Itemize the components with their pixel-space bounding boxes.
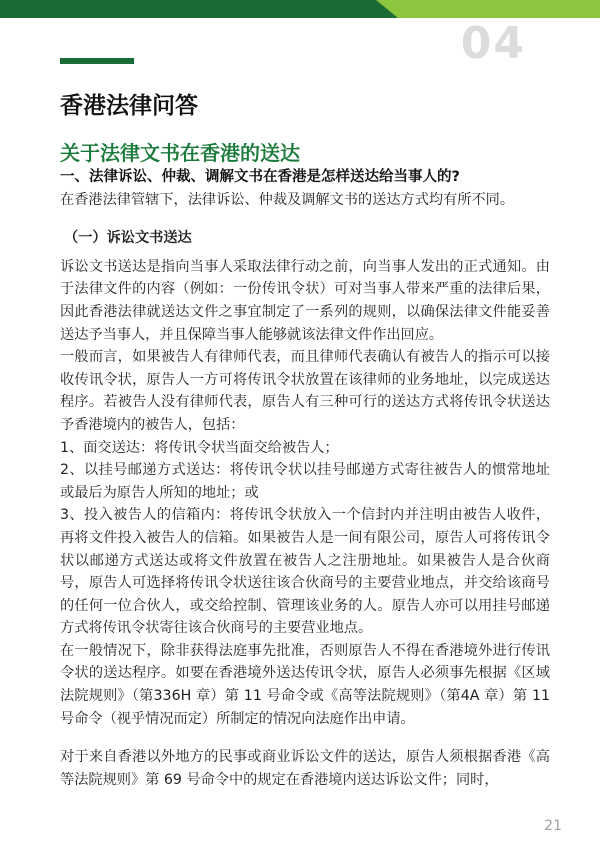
header-bar-light [398,0,600,18]
list-item-1: 1、面交送达：将传讯令状当面交给被告人； [60,439,339,456]
header-bar-dark [0,0,398,18]
page-title: 香港法律问答 [60,93,198,120]
paragraph-definition: 诉讼文书送达是指向当事人采取法律行动之前，向当事人发出的正式通知。由于法律文件的内容（例如：一份传讯令状）可对当事人带来严重的法律后果，因此香港法律就送达文件之事宜制定了一系列的规则，以确保法律文件能妥善送达予当事人，并且保障当事人能够就该法律文件作出回应。 [60,258,550,343]
paragraph-general: 一般而言，如果被告人有律师代表，而且律师代表确认有被告人的指示可以接收传讯令状，原告人一方可将传讯令状放置在该律师的业务地址，以完成送达程序。若被告人没有律师代表，原告人有三种可行的送达方式将传讯令状送达予香港境内的被告人，包括： [60,349,550,433]
list-item-2: 2、以挂号邮递方式送达：将传讯令状以挂号邮递方式寄往被告人的惯常地址或最后为原告人所知的地址；或 [60,462,550,501]
question-heading: 一、法律诉讼、仲裁、调解文书在香港是怎样送达给当事人的? [60,169,460,185]
title-accent-rule [60,58,134,64]
chapter-number: 04 [460,18,526,69]
intro-paragraph: 在香港法律管辖下，法律诉讼、仲裁及调解文书的送达方式均有所不同。 [60,191,515,208]
paragraph-overseas: 在一般情况下，除非获得法庭事先批准，否则原告人不得在香港境外进行传讯令状的送达程序。如要在香港境外送达传讯令状，原告人必须事先根据《区域法院规则》（第336H 章）第 11 号命令或《高等法院规则》（第4A 章）第 11 号命令（视乎情况而定）所制定的情况向法庭作出申请。 [60,642,550,727]
paragraph-foreign-documents: 对于来自香港以外地方的民事或商业诉讼文件的送达，原告人须根据香港《高等法院规则》第 69 号命令中的规定在香港境内送达诉讼文件；同时， [60,749,550,788]
page-number: 21 [544,818,562,834]
section-title: 关于法律文书在香港的送达 [60,140,300,165]
list-item-3: 3、投入被告人的信箱内：将传讯令状放入一个信封内并注明由被告人收件，再将文件投入被告人的信箱。如果被告人是一间有限公司，原告人可将传讯令状以邮递方式送达或将文件放置在被告人之注册地址。如果被告人是合伙商号，原告人可选择将传讯令状送往该合伙商号的主要营业地点，并交给该商号的任何一位合伙人，或交给控制、管理该业务的人。原告人亦可以用挂号邮递方式将传讯令状寄往该合伙商号的主要营业地点。 [60,507,550,637]
subsection-heading: （一）诉讼文书送达 [64,230,192,247]
body-content [60,166,550,791]
